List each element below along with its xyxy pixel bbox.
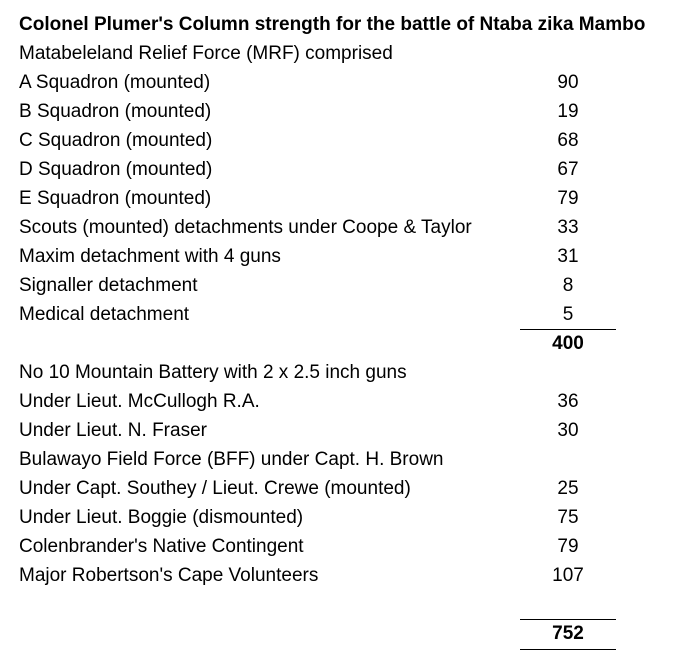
row-label: Colenbrander's Native Contingent <box>19 536 304 557</box>
row-value: 75 <box>557 507 579 528</box>
row-label: Maxim detachment with 4 guns <box>19 246 281 267</box>
row-label: Under Lieut. McCullogh R.A. <box>19 391 260 412</box>
row-label: Under Lieut. N. Fraser <box>19 420 207 441</box>
table-title: Colonel Plumer's Column strength for the battle of Ntaba zika Mambo <box>19 14 646 35</box>
table-row <box>0 213 695 242</box>
row-value: 67 <box>557 159 579 180</box>
row-label: E Squadron (mounted) <box>19 188 212 209</box>
row-value: 107 <box>552 565 584 586</box>
title-row <box>0 10 695 39</box>
table-row <box>0 242 695 271</box>
mrf-heading-row <box>0 39 695 68</box>
row-label: Under Lieut. Boggie (dismounted) <box>19 507 304 528</box>
table-row <box>0 184 695 213</box>
table-row <box>0 503 695 532</box>
grand-total: 752 <box>552 623 584 644</box>
mrf-subtotal-row <box>0 329 695 358</box>
mrf-subtotal: 400 <box>552 333 584 354</box>
row-label: D Squadron (mounted) <box>19 159 213 180</box>
row-label: Medical detachment <box>19 304 190 325</box>
spacer-row <box>0 590 695 619</box>
row-value: 33 <box>557 217 579 238</box>
row-label: Major Robertson's Cape Volunteers <box>19 565 319 586</box>
row-label: B Squadron (mounted) <box>19 101 212 122</box>
row-value: 90 <box>557 72 579 93</box>
table-row <box>0 97 695 126</box>
table-row <box>0 474 695 503</box>
bff-heading: Bulawayo Field Force (BFF) under Capt. H. Brown <box>19 449 444 470</box>
row-value: 31 <box>557 246 579 267</box>
battery-heading: No 10 Mountain Battery with 2 x 2.5 inch guns <box>19 362 407 383</box>
table-row <box>0 387 695 416</box>
row-value: 5 <box>562 304 574 325</box>
table-row <box>0 532 695 561</box>
row-label: A Squadron (mounted) <box>19 72 211 93</box>
row-value: 25 <box>557 478 579 499</box>
strength-table <box>0 10 695 648</box>
row-label: Under Capt. Southey / Lieut. Crewe (mounted) <box>19 478 411 499</box>
table-row <box>0 68 695 97</box>
table-row <box>0 126 695 155</box>
bff-heading-row <box>0 445 695 474</box>
row-value: 36 <box>557 391 579 412</box>
table-row <box>0 416 695 445</box>
table-row <box>0 561 695 590</box>
row-label: Scouts (mounted) detachments under Coope & Taylor <box>19 217 472 238</box>
table-row <box>0 300 695 329</box>
grand-total-row <box>0 619 695 648</box>
row-value: 30 <box>557 420 579 441</box>
mrf-heading: Matabeleland Relief Force (MRF) comprised <box>19 43 393 64</box>
row-label: Signaller detachment <box>19 275 198 296</box>
row-value: 79 <box>557 536 579 557</box>
row-value: 8 <box>562 275 574 296</box>
row-value: 79 <box>557 188 579 209</box>
row-value: 68 <box>557 130 579 151</box>
table-row <box>0 155 695 184</box>
table-row <box>0 271 695 300</box>
battery-heading-row <box>0 358 695 387</box>
row-label: C Squadron (mounted) <box>19 130 213 151</box>
row-value: 19 <box>557 101 579 122</box>
